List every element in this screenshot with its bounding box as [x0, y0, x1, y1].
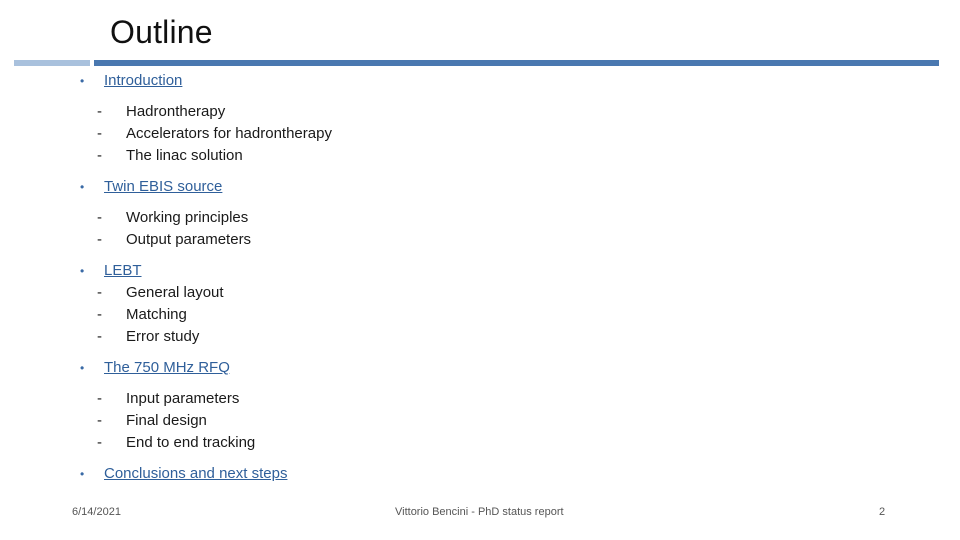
title-rule-right: [94, 60, 939, 66]
section-rfq: [80, 357, 780, 454]
section-link-twin-ebis[interactable]: Twin EBIS source: [104, 178, 223, 195]
list-item: - Hadrontherapy: [80, 101, 780, 123]
section-conclusions: [80, 463, 780, 485]
dash-icon: -: [97, 412, 102, 429]
list-item: - Working principles: [80, 207, 780, 229]
list-item: - Final design: [80, 410, 780, 432]
bullet-icon: •: [80, 74, 85, 88]
section-link-lebt[interactable]: LEBT: [104, 262, 142, 279]
bullet-icon: •: [80, 180, 85, 194]
title-rule-left: [14, 60, 90, 66]
dash-icon: -: [97, 284, 102, 301]
list-item: - General layout: [80, 282, 780, 304]
section-link-introduction[interactable]: Introduction: [104, 72, 183, 89]
section-link-rfq[interactable]: The 750 MHz RFQ: [104, 359, 230, 376]
dash-icon: -: [97, 328, 102, 345]
section-lebt: [80, 260, 780, 348]
footer-date: 6/14/2021: [72, 506, 121, 518]
slide-title: Outline: [110, 14, 213, 50]
dash-icon: -: [97, 231, 102, 248]
dash-icon: -: [97, 306, 102, 323]
list-item: - Input parameters: [80, 388, 780, 410]
bullet-icon: •: [80, 467, 85, 481]
bullet-icon: •: [80, 361, 85, 375]
dash-icon: -: [97, 209, 102, 226]
dash-icon: -: [97, 390, 102, 407]
section-link-conclusions[interactable]: Conclusions and next steps: [104, 465, 288, 482]
list-item: - The linac solution: [80, 145, 780, 167]
list-item: - Accelerators for hadrontherapy: [80, 123, 780, 145]
list-item: - Matching: [80, 304, 780, 326]
section-twin-ebis: [80, 176, 780, 251]
list-item: - End to end tracking: [80, 432, 780, 454]
dash-icon: -: [97, 434, 102, 451]
section-introduction: [80, 70, 780, 167]
dash-icon: -: [97, 103, 102, 120]
dash-icon: -: [97, 125, 102, 142]
page-number: 2: [879, 506, 886, 518]
outline-list: [80, 70, 780, 485]
list-item: - Output parameters: [80, 229, 780, 251]
dash-icon: -: [97, 147, 102, 164]
list-item: - Error study: [80, 326, 780, 348]
bullet-icon: •: [80, 264, 85, 278]
footer-author: Vittorio Bencini - PhD status report: [395, 506, 564, 518]
